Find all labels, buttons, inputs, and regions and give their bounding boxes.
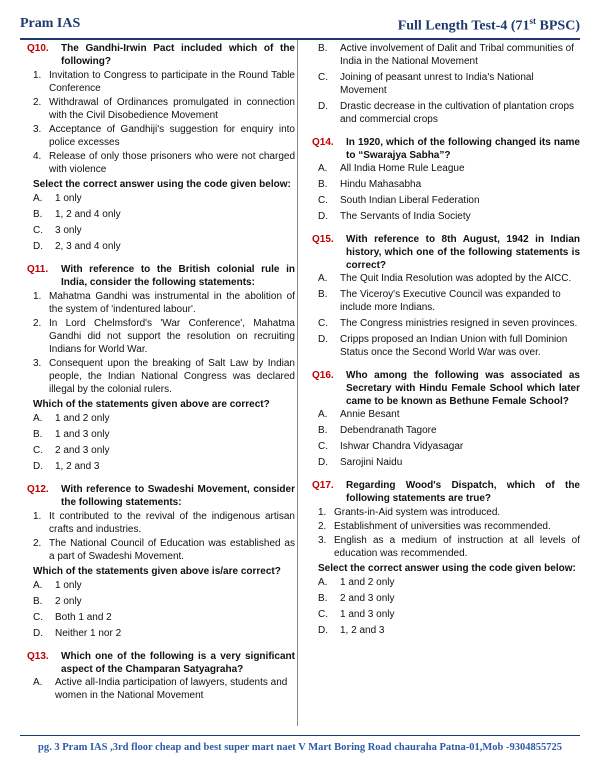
choice-letter: C.	[318, 72, 328, 83]
statement-number: 1.	[33, 70, 42, 81]
choice-letter: D.	[318, 211, 328, 222]
choice-letter: C.	[33, 225, 43, 236]
question-number: Q16.	[312, 370, 334, 381]
answer-choice	[312, 210, 580, 223]
question-number: Q12.	[27, 484, 49, 495]
statement-text: The National Council of Education was established as a part of Swadeshi Movement.	[49, 538, 295, 562]
answer-choice	[312, 576, 580, 589]
statement-text: Withdrawal of Ordinances promulgated in connection with the Civil Disobedience Movement	[49, 97, 295, 121]
answer-choices	[312, 272, 580, 359]
choice-letter: D.	[33, 241, 43, 252]
choice-letter: D.	[318, 101, 328, 112]
statement-number: 2.	[33, 318, 42, 329]
statement-text: Establishment of universities was recommended.	[334, 521, 551, 532]
answer-choice	[27, 579, 295, 592]
statement-number: 3.	[318, 535, 327, 546]
choice-letter: C.	[318, 318, 328, 329]
test-title-main: Full Length Test-4 (71	[397, 18, 530, 34]
answer-choice	[312, 624, 580, 637]
choice-text: The Servants of India Society	[340, 211, 471, 222]
question-block	[27, 263, 295, 473]
choice-letter: A.	[318, 273, 328, 284]
choice-text: Annie Besant	[340, 409, 400, 420]
choice-text: 1 and 3 only	[340, 609, 395, 620]
answer-choice	[312, 178, 580, 191]
statement-text: Invitation to Congress to participate in the Round Table Conference	[49, 70, 295, 94]
statement-item	[27, 290, 295, 316]
question-text: With reference to Swadeshi Movement, consider the following statements:	[61, 484, 295, 508]
choice-letter: B.	[318, 43, 328, 54]
answer-choices	[27, 579, 295, 640]
question-block	[27, 42, 295, 253]
statement-text: English as a medium of instruction at all levels of education was recommended.	[334, 535, 580, 559]
answer-choice	[312, 194, 580, 207]
answer-choice	[27, 208, 295, 221]
statement-item	[27, 123, 295, 149]
choice-text: 1 and 2 only	[340, 577, 395, 588]
question-heading	[27, 263, 295, 289]
question-block	[312, 479, 580, 637]
choice-text: The Viceroy's Executive Council was expanded to include more Indians.	[340, 289, 561, 313]
choice-text: Active all-India participation of lawyers, students and women in the National Movement	[55, 677, 288, 701]
statement-text: Consequent upon the breaking of Salt Law by Indian people, the Indian National Congress was declared illegal by the colonial rulers.	[49, 358, 295, 395]
choice-text: 3 only	[55, 225, 82, 236]
statement-list	[27, 290, 295, 396]
choice-letter: A.	[33, 193, 43, 204]
answer-instruction: Select the correct answer using the code given below:	[33, 179, 291, 190]
question-text: The Gandhi-Irwin Pact included which of the following?	[61, 43, 295, 67]
choice-text: 1 and 2 only	[55, 413, 110, 424]
choice-text: Both 1 and 2	[55, 612, 112, 623]
question-number: Q10.	[27, 43, 49, 54]
question-block	[312, 233, 580, 359]
answer-choice	[312, 608, 580, 621]
choice-text: Hindu Mahasabha	[340, 179, 422, 190]
choice-text: 1 and 3 only	[55, 429, 110, 440]
answer-choice	[27, 627, 295, 640]
answer-choice	[27, 428, 295, 441]
choice-letter: B.	[318, 289, 328, 300]
statement-item	[312, 520, 580, 533]
statement-number: 1.	[33, 291, 42, 302]
statement-number: 1.	[318, 507, 327, 518]
question-heading	[27, 483, 295, 509]
answer-choice	[312, 272, 580, 285]
choice-text: Joining of peasant unrest to India's National Movement	[340, 72, 534, 96]
statement-number: 4.	[33, 151, 42, 162]
answer-choice	[312, 456, 580, 469]
answer-choices	[312, 576, 580, 637]
choice-text: 1 only	[55, 193, 82, 204]
choice-letter: B.	[318, 179, 328, 190]
answer-choice	[312, 440, 580, 453]
answer-choices	[27, 412, 295, 473]
answer-choice	[27, 595, 295, 608]
statement-number: 1.	[33, 511, 42, 522]
statement-text: In Lord Chelmsford's 'War Conference', Mahatma Gandhi did not support the resolution on recruiting Indians for World War.	[49, 318, 295, 355]
answer-choice	[27, 412, 295, 425]
statement-item	[312, 506, 580, 519]
choice-text: 1 only	[55, 580, 82, 591]
answer-choices	[27, 676, 295, 702]
choice-letter: B.	[33, 209, 43, 220]
choice-letter: A.	[33, 413, 43, 424]
question-heading	[312, 233, 580, 272]
statement-item	[27, 317, 295, 356]
statement-item	[27, 510, 295, 536]
question-text: Which one of the following is a very significant aspect of the Champaran Satyagraha?	[61, 651, 295, 675]
statement-number: 2.	[318, 521, 327, 532]
choice-letter: D.	[33, 628, 43, 639]
question-block	[27, 650, 295, 702]
column-divider	[297, 40, 298, 726]
choice-text: 2 only	[55, 596, 82, 607]
question-block	[27, 483, 295, 640]
left-column	[27, 42, 295, 724]
answer-choice	[27, 224, 295, 237]
statement-text: Mahatma Gandhi was instrumental in the abolition of the system of 'indentured labour'.	[49, 291, 295, 315]
choice-text: Cripps proposed an Indian Union with full Dominion Status once the Second World War was over.	[340, 334, 568, 358]
answer-choice	[312, 42, 580, 68]
choice-text: All India Home Rule League	[340, 163, 465, 174]
choice-text: The Congress ministries resigned in seven provinces.	[340, 318, 578, 329]
footer-text: pg. 3 Pram IAS ,3rd floor cheap and best super mart naet V Mart Boring Road chauraha Patna-01,Mob -9304855725	[38, 742, 562, 753]
statement-text: It contributed to the revival of the indigenous artisan crafts and industries.	[49, 511, 295, 535]
choice-letter: C.	[318, 441, 328, 452]
choice-text: 2 and 3 only	[55, 445, 110, 456]
statement-item	[27, 357, 295, 396]
answer-choices	[312, 162, 580, 223]
question-heading	[312, 369, 580, 408]
page-header	[20, 14, 580, 40]
statement-item	[27, 150, 295, 176]
answer-choice	[27, 444, 295, 457]
choice-letter: D.	[318, 457, 328, 468]
question-text: Who among the following was associated as Secretary with Hindu Female School which later came to be known as Bethune Female School?	[346, 370, 580, 407]
statement-item	[27, 96, 295, 122]
question-block	[312, 369, 580, 469]
answer-choice	[27, 240, 295, 253]
question-heading	[27, 42, 295, 68]
choice-text: 1, 2 and 3	[340, 625, 385, 636]
question-heading	[27, 650, 295, 676]
right-column	[312, 42, 580, 724]
answer-choice	[312, 333, 580, 359]
answer-instruction: Which of the statements given above are correct?	[33, 399, 270, 410]
statement-text: Grants-in-Aid system was introduced.	[334, 507, 501, 518]
question-text: With reference to the British colonial rule in India, consider the following statements:	[61, 264, 295, 288]
answer-choice	[312, 408, 580, 421]
choice-letter: C.	[33, 612, 43, 623]
answer-choice	[312, 71, 580, 97]
choice-letter: A.	[33, 580, 43, 591]
statement-list	[312, 506, 580, 560]
statement-number: 3.	[33, 358, 42, 369]
choice-letter: A.	[33, 677, 43, 688]
choice-letter: A.	[318, 409, 328, 420]
answer-choice	[312, 162, 580, 175]
answer-choices	[27, 192, 295, 253]
test-title-end: BPSC)	[536, 18, 580, 34]
choice-letter: C.	[33, 445, 43, 456]
answer-choice	[312, 100, 580, 126]
answer-choice	[27, 676, 295, 702]
choice-text: Active involvement of Dalit and Tribal communities of India in the National Movement	[340, 43, 574, 67]
question-text: Regarding Wood's Dispatch, which of the following statements are true?	[346, 480, 580, 504]
choice-letter: D.	[33, 461, 43, 472]
statement-text: Release of only those prisoners who were not charged with violence	[49, 151, 295, 175]
answer-choice	[312, 424, 580, 437]
choice-letter: B.	[318, 593, 328, 604]
choice-letter: D.	[318, 334, 328, 345]
statement-item	[27, 69, 295, 95]
choice-text: South Indian Liberal Federation	[340, 195, 480, 206]
answer-choice	[27, 460, 295, 473]
question-number: Q15.	[312, 234, 334, 245]
answer-choice	[312, 592, 580, 605]
statement-list	[27, 510, 295, 563]
choice-text: Ishwar Chandra Vidyasagar	[340, 441, 464, 452]
question-number: Q13.	[27, 651, 49, 662]
question-number: Q17.	[312, 480, 334, 491]
question-text: In 1920, which of the following changed its name to “Swarajya Sabha”?	[346, 137, 580, 161]
answer-instruction: Which of the statements given above is/are correct?	[33, 566, 281, 577]
question-number: Q14.	[312, 137, 334, 148]
statement-number: 3.	[33, 124, 42, 135]
choice-letter: B.	[33, 429, 43, 440]
choice-letter: D.	[318, 625, 328, 636]
statement-number: 2.	[33, 97, 42, 108]
answer-choices	[312, 42, 580, 126]
statement-number: 2.	[33, 538, 42, 549]
answer-instruction: Select the correct answer using the code given below:	[318, 563, 576, 574]
statement-list	[27, 69, 295, 176]
question-number: Q11.	[27, 264, 49, 275]
question-text: With reference to 8th August, 1942 in Indian history, which one of the following statements is correct?	[346, 234, 580, 271]
choice-text: 2, 3 and 4 only	[55, 241, 121, 252]
statement-text: Acceptance of Gandhiji's suggestion for enquiry into police excesses	[49, 124, 295, 148]
question-block	[312, 42, 580, 126]
choice-text: Neither 1 nor 2	[55, 628, 122, 639]
choice-letter: B.	[318, 425, 328, 436]
choice-text: The Quit India Resolution was adopted by the AICC.	[340, 273, 572, 284]
choice-text: Drastic decrease in the cultivation of plantation crops and commercial crops	[340, 101, 575, 125]
choice-text: 2 and 3 only	[340, 593, 395, 604]
choice-text: Debendranath Tagore	[340, 425, 437, 436]
question-heading	[312, 479, 580, 505]
answer-choices	[312, 408, 580, 469]
choice-text: Sarojini Naidu	[340, 457, 403, 468]
statement-item	[27, 537, 295, 563]
question-block	[312, 136, 580, 223]
choice-letter: C.	[318, 195, 328, 206]
choice-letter: B.	[33, 596, 43, 607]
choice-text: 1, 2 and 4 only	[55, 209, 121, 220]
test-title	[398, 16, 580, 35]
question-heading	[312, 136, 580, 162]
choice-letter: A.	[318, 577, 328, 588]
page-footer	[20, 735, 580, 758]
statement-item	[312, 534, 580, 560]
answer-choice	[312, 317, 580, 330]
choice-text: 1, 2 and 3	[55, 461, 100, 472]
answer-choice	[27, 611, 295, 624]
choice-letter: C.	[318, 609, 328, 620]
answer-choice	[312, 288, 580, 314]
answer-choice	[27, 192, 295, 205]
test-title-sup: st	[529, 16, 537, 26]
institute-name: Pram IAS	[20, 16, 81, 31]
choice-letter: A.	[318, 163, 328, 174]
